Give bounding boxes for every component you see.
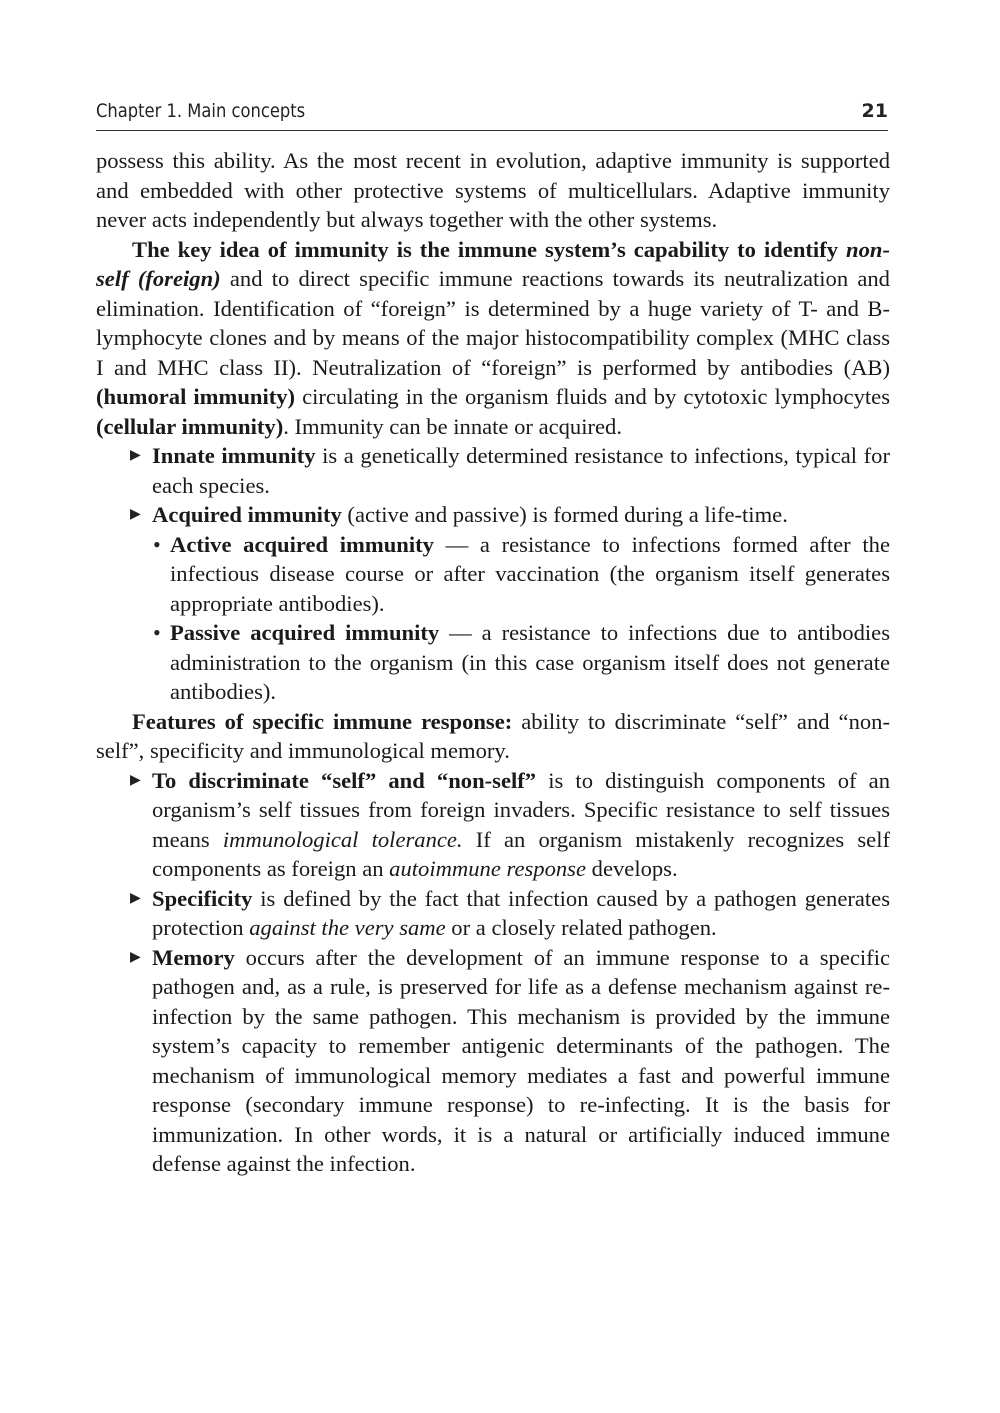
triangle-bullet-icon: ▶ <box>130 890 141 906</box>
dot-bullet-icon: • <box>153 620 161 645</box>
key-idea-bold: The key idea of immunity is the immune system’s capability to identify <box>132 236 847 262</box>
triangle-bullet-icon: ▶ <box>130 772 141 788</box>
features-list <box>130 766 891 1179</box>
list-item-discriminate <box>130 766 891 884</box>
immunological-tolerance-term: immunological tolerance. <box>222 826 463 852</box>
page-number: 21 <box>861 100 888 122</box>
non-self-term: non-self (foreign) <box>96 236 890 291</box>
active-acquired-term: Active acquired immunity <box>170 531 434 557</box>
paragraph-adaptive-immunity: possess this ability. As the most recent in evolution, adaptive immunity is supported and embedded with other protective systems of multicellulars. Adaptive immunity never acts independently but always together with the other systems. <box>96 148 890 232</box>
specificity-term: Specificity <box>152 885 253 911</box>
key-idea-text-3: . Immunity can be innate or acquired. <box>283 413 623 439</box>
triangle-bullet-icon: ▶ <box>130 507 141 522</box>
features-text: ability to discriminate “self” and “non-self”, specificity and immunological memory. <box>96 708 890 763</box>
dot-bullet-icon: • <box>153 531 161 557</box>
sublist-item-passive <box>153 618 890 707</box>
paragraph-features <box>96 707 890 766</box>
running-header <box>96 100 888 131</box>
memory-term: Memory <box>152 944 235 970</box>
list-item-acquired <box>130 500 890 707</box>
discriminate-term: To discriminate “self” and “non-self” <box>152 767 537 793</box>
innate-immunity-text: is a genetically determined resistance to infections, typical for each species. <box>152 443 890 498</box>
key-idea-text-1: and to direct specific immune reactions towards its neutralization and elimination. Identification of “foreign” is determined by a huge variety of T- and B-lymphocyte clones and by means of the major histocompatibility complex (MHC class I and MHC class II). Neutralization of “foreign” is performed by antibodies (AB) <box>96 266 890 380</box>
acquired-immunity-sublist <box>153 530 890 707</box>
chapter-title: Chapter 1. Main concepts <box>96 100 306 122</box>
memory-text: occurs after the development of an immune response to a specific pathogen and, as a rule, is preserved for life as a defense mechanism against re-infection by the same pathogen. This mechanism is provided by the immune system’s capacity to remember antigenic determinants of the pathogen. The mechanism of immunological memory mediates a fast and powerful immune response (secondary immune response) to re-infecting. It is the basis for immunization. In other words, it is a natural or artificially induced immune defense against the infection. <box>152 944 890 1176</box>
key-idea-text-2: circulating in the organism fluids and by cytotoxic lymphocytes <box>295 384 890 409</box>
discriminate-text-3: develops. <box>586 856 678 881</box>
list-item-innate <box>130 441 890 500</box>
against-very-same-phrase: against the very same <box>249 915 446 940</box>
body-text <box>96 146 890 1179</box>
discriminate-text-2: If an organism mistakenly recognizes self components as foreign an <box>152 826 891 881</box>
specificity-text-2: or a closely related pathogen. <box>445 915 717 940</box>
passive-acquired-term: Passive acquired immunity <box>170 620 440 645</box>
sublist-item-active <box>153 530 890 619</box>
cellular-immunity-term: (cellular immunity) <box>96 413 284 439</box>
list-item-specificity <box>130 884 890 943</box>
features-bold: Features of specific immune response: <box>132 708 513 734</box>
humoral-immunity-term: (humoral immunity) <box>96 384 296 409</box>
triangle-bullet-icon: ▶ <box>130 949 141 965</box>
autoimmune-response-term: autoimmune response <box>389 856 587 881</box>
list-item-memory <box>130 943 890 1179</box>
immunity-types-list <box>130 441 890 707</box>
acquired-immunity-term: Acquired immunity <box>152 502 342 527</box>
specificity-text-1: is defined by the fact that infection caused by a pathogen generates protection <box>152 885 890 940</box>
passive-acquired-text: — a resistance to infections due to antibodies administration to the organism (in this case organism itself does not generate antibodies). <box>170 620 890 704</box>
acquired-immunity-text: (active and passive) is formed during a life-time. <box>341 502 788 527</box>
active-acquired-text: — a resistance to infections formed after the infectious disease course or after vaccination (the organism itself generates appropriate antibodies). <box>170 531 890 616</box>
paragraph-key-idea <box>96 235 890 442</box>
discriminate-text-1: is to distinguish components of an organism’s self tissues from foreign invaders. Specific resistance to self tissues means <box>152 767 890 852</box>
triangle-bullet-icon: ▶ <box>130 448 141 463</box>
innate-immunity-term: Innate immunity <box>152 443 316 468</box>
